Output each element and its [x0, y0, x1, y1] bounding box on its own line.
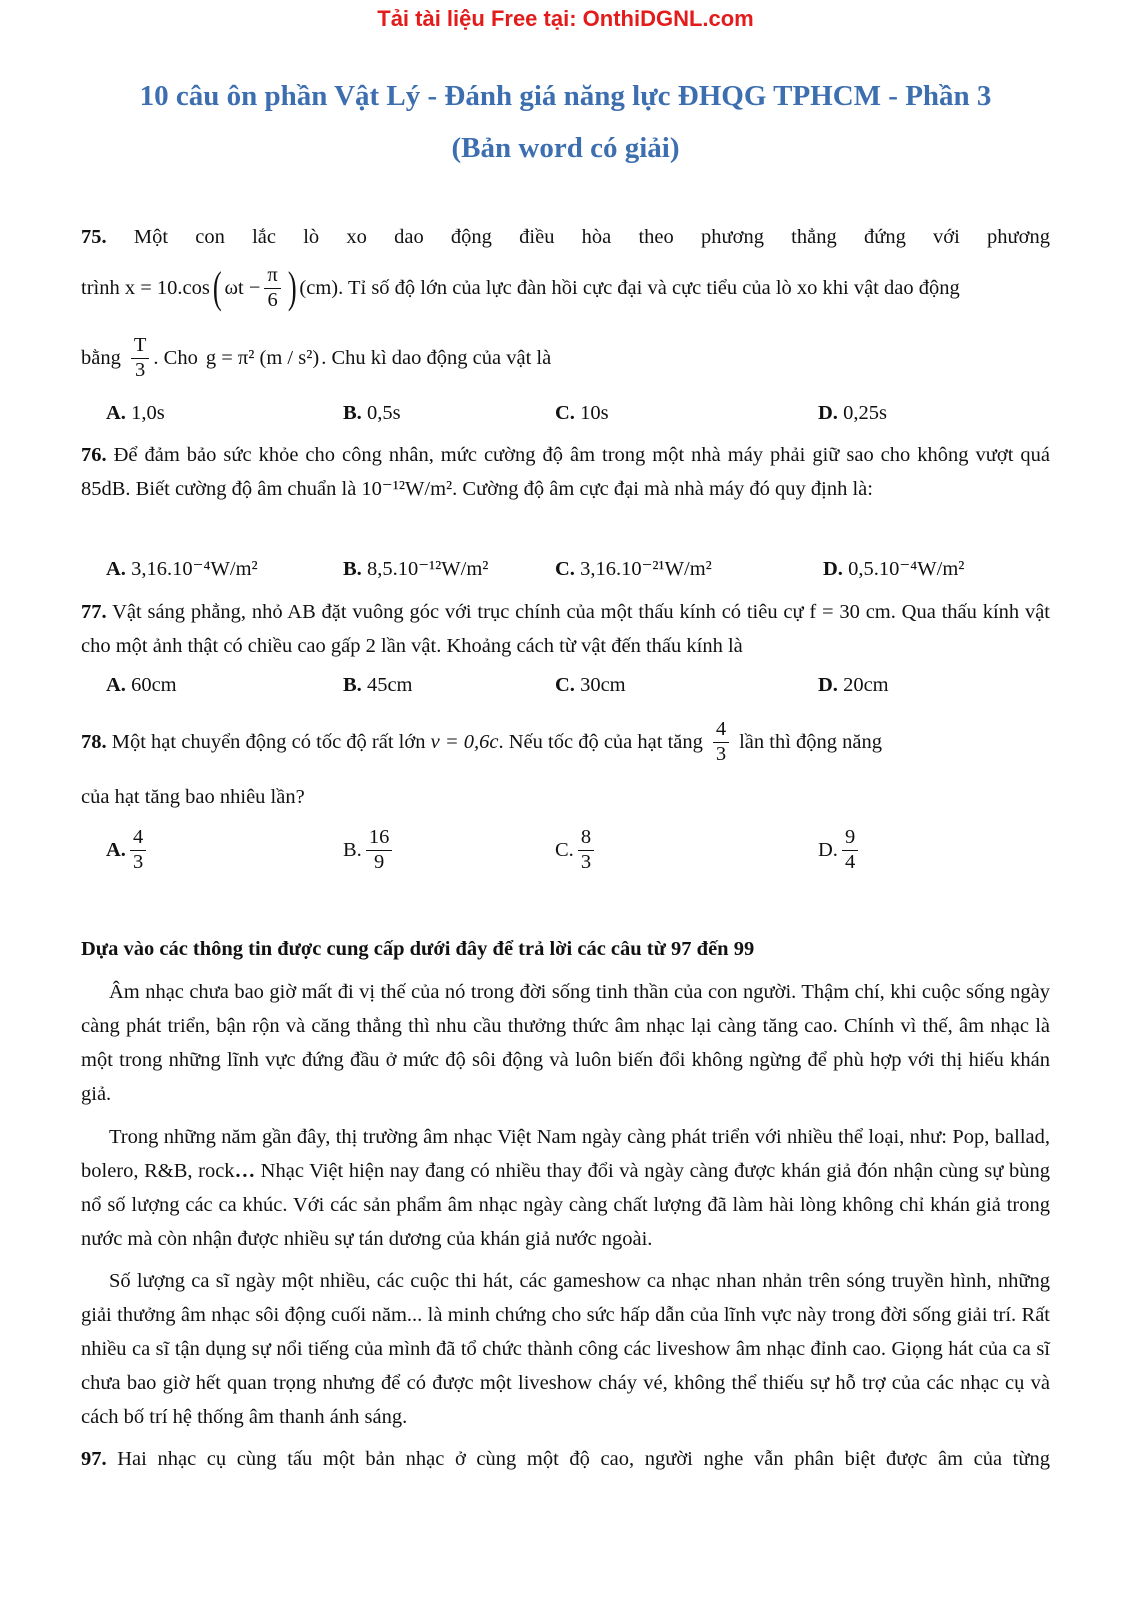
q77-text: [81, 595, 1050, 663]
q75-frac-3: 3: [135, 358, 146, 381]
q97-body: Hai nhạc cụ cùng tấu một bản nhạc ở cùng một độ cao, người nghe vẫn phân biệt được âm của từng: [117, 1448, 1050, 1470]
q76-text: [81, 438, 1050, 506]
q78-text-a: Một hạt chuyển động có tốc độ rất lớn: [111, 730, 426, 753]
q76-option-a[interactable]: A. 3,16.10⁻⁴W/m²: [106, 558, 258, 580]
q75-frac-T: T: [131, 334, 150, 359]
q77-option-b[interactable]: B. 45cm: [343, 674, 413, 696]
passage-paragraph-2: Trong những năm gần đây, thị trường âm nhạc Việt Nam ngày càng phát triển với nhiều thể loại, như: Pop, ballad, bolero, R&B, rock… Nhạc Việt hiện nay đang có nhiều thay đổi và ngày càng được khán giả đón nhận cùng sự bùng nổ số lượng các ca khúc. Với các sản phẩm âm nhạc ngày càng chất lượng đã làm hài lòng không chỉ khán giả trong nước mà còn nhận được nhiều sự tán dương của khán giả nước ngoài.: [81, 1126, 1050, 1250]
q77-option-c[interactable]: C. 30cm: [555, 674, 626, 696]
q75-option-c[interactable]: C. 10s: [555, 402, 609, 424]
q78-option-c[interactable]: C. $\frac{8}{3}$: [555, 826, 598, 874]
q75-line3-b: . Cho: [153, 346, 198, 369]
q78-number: 78.: [81, 730, 107, 753]
q78-line2: của hạt tăng bao nhiêu lần?: [81, 786, 305, 808]
q75-frac-num: π: [264, 264, 280, 289]
q78-text-c: lần thì động năng: [739, 730, 883, 753]
passage-paragraph-3: Số lượng ca sĩ ngày một nhiều, các cuộc thi hát, các gameshow ca nhạc nhan nhản trên sóng truyền hình, những giải thưởng âm nhạc sôi động cuối năm... là minh chứng cho sức hấp dẫn của lĩnh vực này trong đời sống giải trí. Rất nhiều ca sĩ tận dụng sự nổi tiếng của mình đã tổ chức thành công các liveshow âm nhạc đỉnh cao. Giọng hát của ca sĩ chưa bao giờ hết quan trọng nhưng để có được một liveshow cháy vé, không thể thiếu sự hỗ trợ của các nhạc cụ và cách bố trí hệ thống âm thanh ánh sáng.: [81, 1270, 1050, 1428]
q75-option-a[interactable]: A. 1,0s: [106, 402, 165, 424]
passage-paragraph-1: Âm nhạc chưa bao giờ mất đi vị thế của nó trong đời sống tinh thần của con người. Thậm chí, khi cuộc sống ngày càng phát triển, bận rộn và căng thẳng thì nhu cầu thưởng thức âm nhạc lại càng tăng cao. Chính vì thế, âm nhạc là một trong những lĩnh vực đứng đầu ở mức độ sôi động và luôn biến đổi không ngừng để phù hợp với thị hiếu khán giả.: [81, 981, 1050, 1105]
q97-text: [81, 1442, 1050, 1476]
q76-option-d[interactable]: D. 0,5.10⁻⁴W/m²: [823, 558, 965, 580]
q78-v-expr: v = 0,6c: [430, 730, 499, 753]
q76-option-b[interactable]: B. 8,5.10⁻¹²W/m²: [343, 558, 489, 580]
q78-option-b[interactable]: B. $\frac{16}{9}$: [343, 826, 396, 874]
q75-line3-a: bằng: [81, 346, 121, 369]
q75-line2: [81, 258, 960, 318]
q75-pi-over-6: [264, 264, 280, 312]
q75-line1: [81, 220, 1050, 254]
q75-option-b[interactable]: B. 0,5s: [343, 402, 401, 424]
q77-body: Vật sáng phẳng, nhỏ AB đặt vuông góc với trục chính của một thấu kính có tiêu cự f = 30 cm. Qua thấu kính vật cho một ảnh thật có chiều cao gấp 2 lần vật. Khoảng cách từ vật đến thấu kính là: [81, 601, 1050, 657]
page-title: 10 câu ôn phần Vật Lý - Đánh giá năng lực ĐHQG TPHCM - Phần 3: [139, 80, 992, 112]
q75-number: 75.: [81, 226, 107, 248]
q75-eq-wt: ωt −: [224, 276, 261, 299]
q77-option-d[interactable]: D. 20cm: [818, 674, 889, 696]
q78-option-d[interactable]: D. $\frac{9}{4}$: [818, 826, 862, 874]
page-subtitle: (Bản word có giải): [451, 132, 680, 164]
q75-line1-text: Một con lắc lò xo dao động điều hòa theo phương thẳng đứng với phương: [133, 226, 1051, 248]
passage-heading: Dựa vào các thông tin được cung cấp dưới đây để trả lời các câu từ 97 đến 99: [81, 938, 755, 960]
q76-option-c[interactable]: C. 3,16.10⁻²¹W/m²: [555, 558, 712, 580]
q78-text-b: . Nếu tốc độ của hạt tăng: [498, 730, 703, 753]
q75-option-d[interactable]: D. 0,25s: [818, 402, 887, 424]
q97-number: 97.: [81, 1448, 107, 1470]
q76-number: 76.: [81, 444, 107, 466]
q78-4-over-3: $\frac{4}{3}$: [713, 718, 729, 766]
q77-number: 77.: [81, 601, 107, 623]
q75-T-over-3: [131, 334, 150, 382]
q75-eq-prefix: trình x = 10.cos: [81, 276, 210, 299]
q76-body: Để đảm bảo sức khỏe cho công nhân, mức cường độ âm trong một nhà máy phải giữ sao cho không vượt quá 85dB. Biết cường độ âm chuẩn là 10⁻¹²W/m². Cường độ âm cực đại mà nhà máy đó quy định là:: [81, 444, 1050, 500]
q75-line2-rest: . Tỉ số độ lớn của lực đàn hồi cực đại và cực tiểu của lò xo khi vật dao động: [338, 276, 960, 299]
header-banner: Tải tài liệu Free tại: OnthiDGNL.com: [377, 6, 754, 31]
q78-line1: [81, 712, 882, 772]
q78-option-a[interactable]: A. $\frac{4}{3}$: [106, 826, 150, 874]
left-paren-icon: (: [212, 263, 222, 312]
q75-g-expr: g = π² (m / s²): [205, 346, 320, 369]
q77-option-a[interactable]: A. 60cm: [106, 674, 177, 696]
q75-line3: [81, 330, 551, 386]
q75-eq-unit: (cm): [299, 276, 339, 299]
q75-line3-c: . Chu kì dao động của vật là: [321, 346, 552, 369]
q75-frac-den: 6: [267, 288, 278, 311]
right-paren-icon: ): [287, 263, 297, 312]
